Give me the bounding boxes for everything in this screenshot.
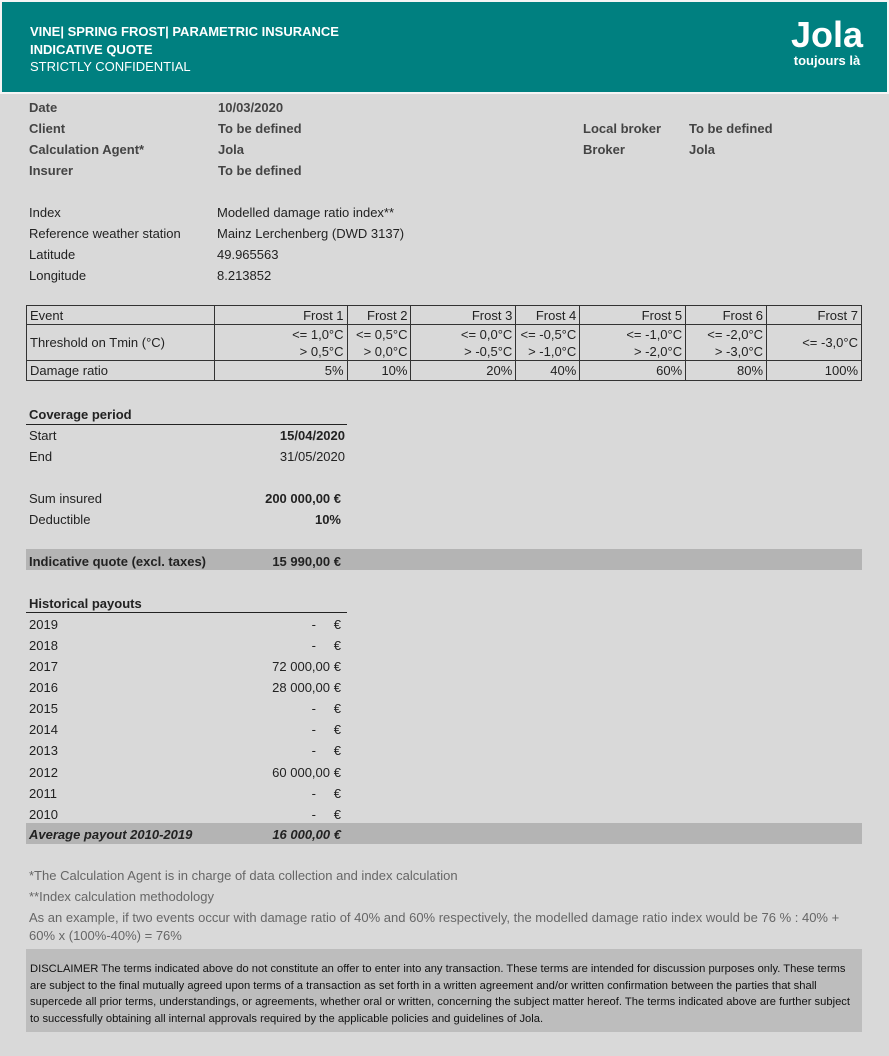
threshold-cell: <= -3,0°C xyxy=(767,325,862,361)
frost-event: Frost 2 xyxy=(347,306,411,325)
threshold-upper: <= -1,0°C xyxy=(626,326,683,342)
damage-ratio-cell: 60% xyxy=(580,361,686,381)
coverage-title-underline xyxy=(26,424,347,425)
table-row xyxy=(27,306,862,325)
frost-event: Frost 3 xyxy=(411,306,516,325)
damage-ratio-cell: 100% xyxy=(767,361,862,381)
threshold-cell xyxy=(686,325,767,361)
start-value: 15/04/2020 xyxy=(279,428,345,443)
coverage-title: Coverage period xyxy=(29,407,132,422)
payout-year: 2010 xyxy=(29,807,58,822)
payout-amount: - xyxy=(311,786,316,801)
local-broker-label: Local broker xyxy=(583,121,662,136)
payout-currency: € xyxy=(333,617,341,632)
index-value: Modelled damage ratio index** xyxy=(217,205,395,220)
damage-ratio-cell: 40% xyxy=(516,361,580,381)
longitude-value: 8.213852 xyxy=(217,268,272,283)
frost-event: Frost 6 xyxy=(686,306,767,325)
table-row xyxy=(27,361,862,381)
threshold-upper: <= 0,5°C xyxy=(356,326,408,342)
disclaimer: DISCLAIMER The terms indicated above do not constitute an offer to enter into any transaction. These terms are intended for discussion purposes only. These terms are subject to the final mutually agreed upon terms of a transaction as set forth in a written agreement and/or written confirmation between the parties that shall supercede all prior terms, understandings, or agreements, whether oral or written, concerning the subject matter hereof. The terms indicated above are further subject to successfully obtaining all internal approvals required by the applicable policies and guidelines of Jola. xyxy=(26,949,862,1032)
payout-amount: - xyxy=(311,617,316,632)
latitude-label: Latitude xyxy=(29,247,76,262)
threshold-lower: > -1,0°C xyxy=(528,343,577,359)
table-row xyxy=(27,325,862,361)
longitude-label: Longitude xyxy=(29,268,87,283)
deductible-label: Deductible xyxy=(29,512,91,527)
local-broker-value: To be defined xyxy=(689,121,773,136)
footnote-example-line2: 60% x (100%-40%) = 76% xyxy=(29,928,182,943)
threshold-cell xyxy=(516,325,580,361)
event-header: Event xyxy=(27,306,215,325)
header-banner xyxy=(0,0,889,94)
jola-logo xyxy=(791,16,863,68)
payout-currency: € xyxy=(333,786,341,801)
threshold-upper: <= 0,0°C xyxy=(460,326,513,342)
payout-amount: - xyxy=(311,638,316,653)
payout-amount: 72 000,00 xyxy=(272,659,330,674)
agent-value: Jola xyxy=(218,142,245,157)
payout-currency: € xyxy=(333,743,341,758)
insurer-value: To be defined xyxy=(218,163,302,178)
footnote-methodology: **Index calculation methodology xyxy=(29,889,215,904)
threshold-lower: > -2,0°C xyxy=(633,343,683,359)
payout-currency: € xyxy=(333,722,341,737)
index-label: Index xyxy=(29,205,61,220)
threshold-upper: <= 1,0°C xyxy=(292,326,344,342)
date-value: 10/03/2020 xyxy=(218,100,284,115)
quote-value: 15 990,00 € xyxy=(272,554,341,569)
payout-currency: € xyxy=(333,807,341,822)
payout-year: 2016 xyxy=(29,680,58,695)
threshold-header: Threshold on Tmin (°C) xyxy=(27,325,215,361)
client-value: To be defined xyxy=(218,121,302,136)
confidential-label: STRICTLY CONFIDENTIAL xyxy=(30,59,191,74)
end-value: 31/05/2020 xyxy=(279,449,345,464)
payout-amount: - xyxy=(311,807,316,822)
threshold-cell xyxy=(411,325,516,361)
average-label: Average payout 2010-2019 xyxy=(29,827,193,842)
historical-title-underline xyxy=(26,612,347,613)
footnote-calculation-agent: *The Calculation Agent is in charge of data collection and index calculation xyxy=(29,868,458,883)
payout-currency: € xyxy=(333,701,341,716)
payout-year: 2011 xyxy=(29,786,57,801)
station-value: Mainz Lerchenberg (DWD 3137) xyxy=(217,226,405,241)
payout-amount: 28 000,00 xyxy=(272,680,330,695)
agent-label: Calculation Agent* xyxy=(29,142,145,157)
payout-amount: - xyxy=(311,722,316,737)
threshold-cell xyxy=(580,325,686,361)
threshold-lower: > -3,0°C xyxy=(714,343,764,359)
payout-year: 2015 xyxy=(29,701,58,716)
payout-currency: € xyxy=(333,659,341,674)
threshold-cell xyxy=(347,325,411,361)
payout-currency: € xyxy=(333,680,341,695)
document-title: VINE| SPRING FROST| PARAMETRIC INSURANCE xyxy=(30,24,339,39)
payout-currency: € xyxy=(333,765,341,780)
threshold-lower: > 0,5°C xyxy=(299,343,344,359)
payout-year: 2017 xyxy=(29,659,58,674)
payout-year: 2013 xyxy=(29,743,58,758)
frost-event: Frost 7 xyxy=(767,306,862,325)
date-label: Date xyxy=(29,100,58,115)
average-value: 16 000,00 € xyxy=(272,827,341,842)
damage-ratio-cell: 10% xyxy=(347,361,411,381)
footnote-example-line1: As an example, if two events occur with damage ratio of 40% and 60% respectively, the modelled damage ratio index would be 76 % : 40% + xyxy=(29,910,840,925)
broker-value: Jola xyxy=(689,142,716,157)
threshold-lower: > 0,0°C xyxy=(363,343,408,359)
damage-ratio-cell: 20% xyxy=(411,361,516,381)
payout-year: 2018 xyxy=(29,638,58,653)
payout-year: 2019 xyxy=(29,617,58,632)
station-label: Reference weather station xyxy=(29,226,181,241)
broker-label: Broker xyxy=(583,142,625,157)
frost-event: Frost 5 xyxy=(580,306,686,325)
payout-year: 2014 xyxy=(29,722,58,737)
frost-event: Frost 1 xyxy=(214,306,347,325)
payout-amount: - xyxy=(311,743,316,758)
threshold-upper: <= -0,5°C xyxy=(520,326,577,342)
logo-tagline: toujours là xyxy=(793,53,861,68)
latitude-value: 49.965563 xyxy=(217,247,279,262)
frost-event: Frost 4 xyxy=(516,306,580,325)
payout-amount: - xyxy=(311,701,316,716)
end-label: End xyxy=(29,449,53,464)
threshold-upper: <= -2,0°C xyxy=(707,326,764,342)
payout-year: 2012 xyxy=(29,765,58,780)
client-label: Client xyxy=(29,121,66,136)
logo-text: Jola xyxy=(790,14,863,55)
frost-threshold-table xyxy=(26,305,862,381)
damage-ratio-header: Damage ratio xyxy=(27,361,215,381)
insurer-label: Insurer xyxy=(29,163,74,178)
payout-amount: 60 000,00 xyxy=(272,765,330,780)
sum-insured-label: Sum insured xyxy=(29,491,102,506)
historical-title: Historical payouts xyxy=(29,596,142,611)
quote-label: Indicative quote (excl. taxes) xyxy=(29,554,207,569)
payout-currency: € xyxy=(333,638,341,653)
sum-insured-value: 200 000,00 € xyxy=(265,491,341,506)
threshold-cell xyxy=(214,325,347,361)
deductible-value: 10% xyxy=(314,512,341,527)
threshold-lower: > -0,5°C xyxy=(464,343,513,359)
start-label: Start xyxy=(29,428,57,443)
damage-ratio-cell: 5% xyxy=(214,361,347,381)
document-subtitle: INDICATIVE QUOTE xyxy=(30,42,153,57)
damage-ratio-cell: 80% xyxy=(686,361,767,381)
